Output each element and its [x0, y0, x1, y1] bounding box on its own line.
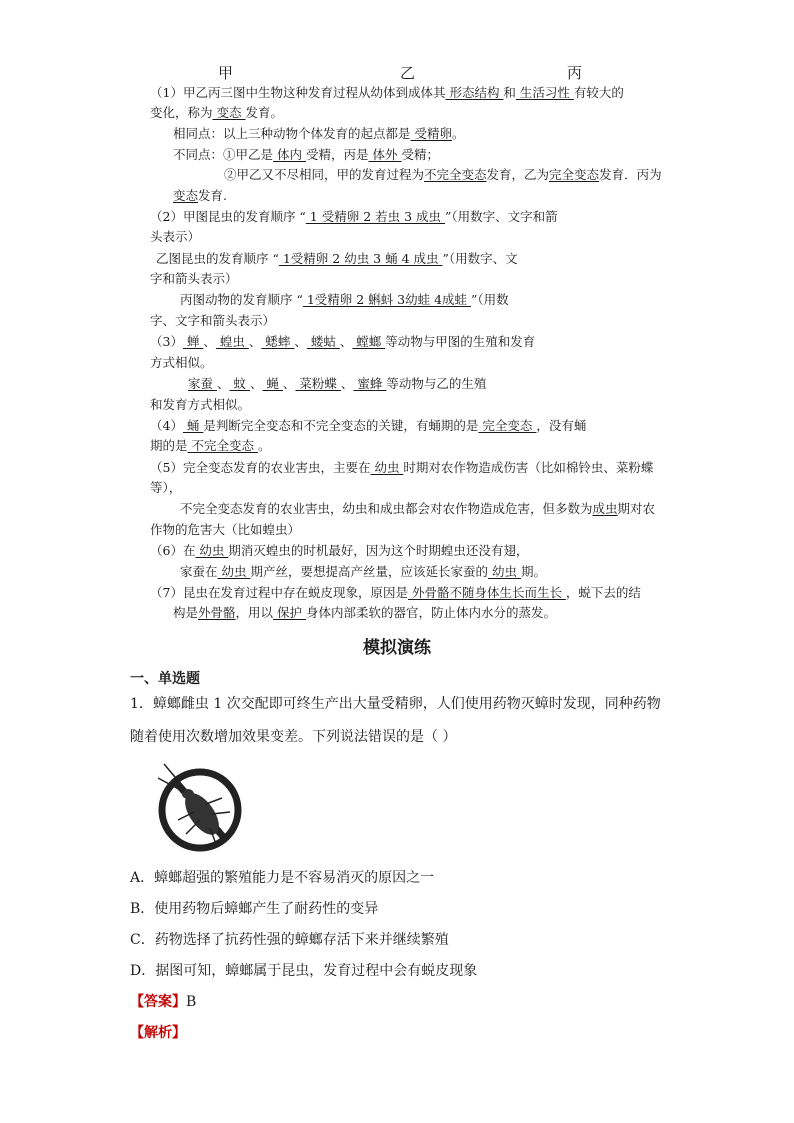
p5-line3: 不完全变态发育的农业害虫，幼虫和成虫都会对农作物造成危害，但多数为成虫期对农: [180, 501, 656, 516]
analysis-label: 【解析】: [130, 1025, 186, 1041]
no-cockroach-svg: [150, 760, 250, 855]
p3-line4: 和发育方式相似。: [150, 397, 251, 412]
p7-line2: 构是外骨骼，用以 保护 身体内部柔软的器官，防止体内水分的蒸发。: [173, 605, 557, 620]
label-bing: 丙: [567, 64, 583, 82]
p3-line2: 方式相似。: [150, 355, 213, 370]
answer-value: B: [186, 994, 197, 1010]
label-yi: 乙: [400, 64, 416, 82]
no-cockroach-icon: [150, 760, 250, 855]
question-stem-line2: 随着使用次数增加效果变差。下列说法错误的是（ ）: [130, 729, 457, 745]
option-b: B．使用药物后蟑螂产生了耐药性的变异: [130, 901, 379, 917]
p1-line1: （1）甲乙丙三图中生物这种发育过程从幼体到成体其 形态结构 和 生活习性 有较大的: [150, 85, 624, 100]
p2-line3: 乙图昆虫的发育顺序 “ 1受精卵 2 幼虫 3 蛹 4 成虫 ”（用数字、文: [156, 251, 518, 266]
label-jia: 甲: [218, 64, 234, 82]
option-d: D．据图可知，蟑螂属于昆虫，发育过程中会有蜕皮现象: [130, 963, 478, 979]
p2-line1: （2）甲图昆虫的发育顺序 “ 1 受精卵 2 若虫 3 成虫 ”（用数字、文字和箭: [150, 209, 558, 224]
answer-label: 【答案】: [130, 994, 186, 1010]
p3-line1: （3） 蝉 、 蝗虫 、 蟋蟀 、 蝼蛄 、 螳螂 等动物与甲图的生殖和发育: [150, 334, 536, 349]
p5-line4: 作物的危害大（比如蝗虫）: [150, 522, 301, 537]
p1-diff: 不同点：①甲乙是 体内 受精，丙是 体外 受精；: [173, 147, 439, 162]
p1-diff2: ②甲乙又不尽相同，甲的发育过程为不完全变态发育，乙为完全变态发育．丙为: [224, 167, 662, 182]
option-c: C．药物选择了抗药性强的蟑螂存活下来并继续繁殖: [130, 932, 449, 948]
option-a: A．蟑螂超强的繁殖能力是不容易消灭的原因之一: [130, 870, 435, 886]
p1-same: 相同点：以上三种动物个体发育的起点都是 受精卵。: [173, 126, 465, 141]
p2-line5: 丙图动物的发育顺序 “ 1受精卵 2 蝌蚪 3幼蛙 4成蛙 ”（用数: [180, 292, 509, 307]
section-heading: 一、单选题: [130, 671, 200, 687]
question-stem-line1: 1．蟑螂雌虫 1 次交配即可终生产出大量受精卵，人们使用药物灭蟑时发现，同种药物: [130, 696, 661, 712]
p1-line2: 变化，称为 变态 发育。: [150, 105, 283, 120]
answer-line: [130, 993, 196, 1011]
p7-line1: （7）昆虫在发育过程中存在蜕皮现象，原因是 外骨骼不随身体生长而生长 ，蜕下去的结: [150, 585, 641, 600]
p6-line1: （6）在 幼虫 期消灭蝗虫的时机最好，因为这个时期蝗虫还没有翅，: [150, 543, 529, 558]
p6-line2: 家蚕在 幼虫 期产丝，要想提高产丝量，应该延长家蚕的 幼虫 期。: [180, 564, 546, 579]
p1-diff3: 变态发育.: [173, 188, 227, 203]
p3-line3: 家蚕 、 蚊 、 蝇 、 菜粉蝶 、 蜜蜂 等动物与乙的生殖: [188, 376, 487, 391]
p5-line1: （5）完全变态发育的农业害虫，主要在 幼虫 时期对农作物造成伤害（比如棉铃虫、菜粉蝶: [150, 460, 654, 475]
p2-line6: 字、文字和箭头表示）: [150, 313, 276, 328]
p4-line2: 期的是 不完全变态 。: [150, 438, 271, 453]
section-title: 模拟演练: [363, 638, 431, 658]
p4-line1: （4） 蛹 是判断完全变态和不完全变态的关键，有蛹期的是 完全变态 ，没有蛹: [150, 418, 587, 433]
p2-line2: 头表示）: [150, 229, 201, 244]
p2-line4: 字和箭头表示）: [150, 271, 238, 286]
p5-line2: 等），: [150, 480, 182, 495]
